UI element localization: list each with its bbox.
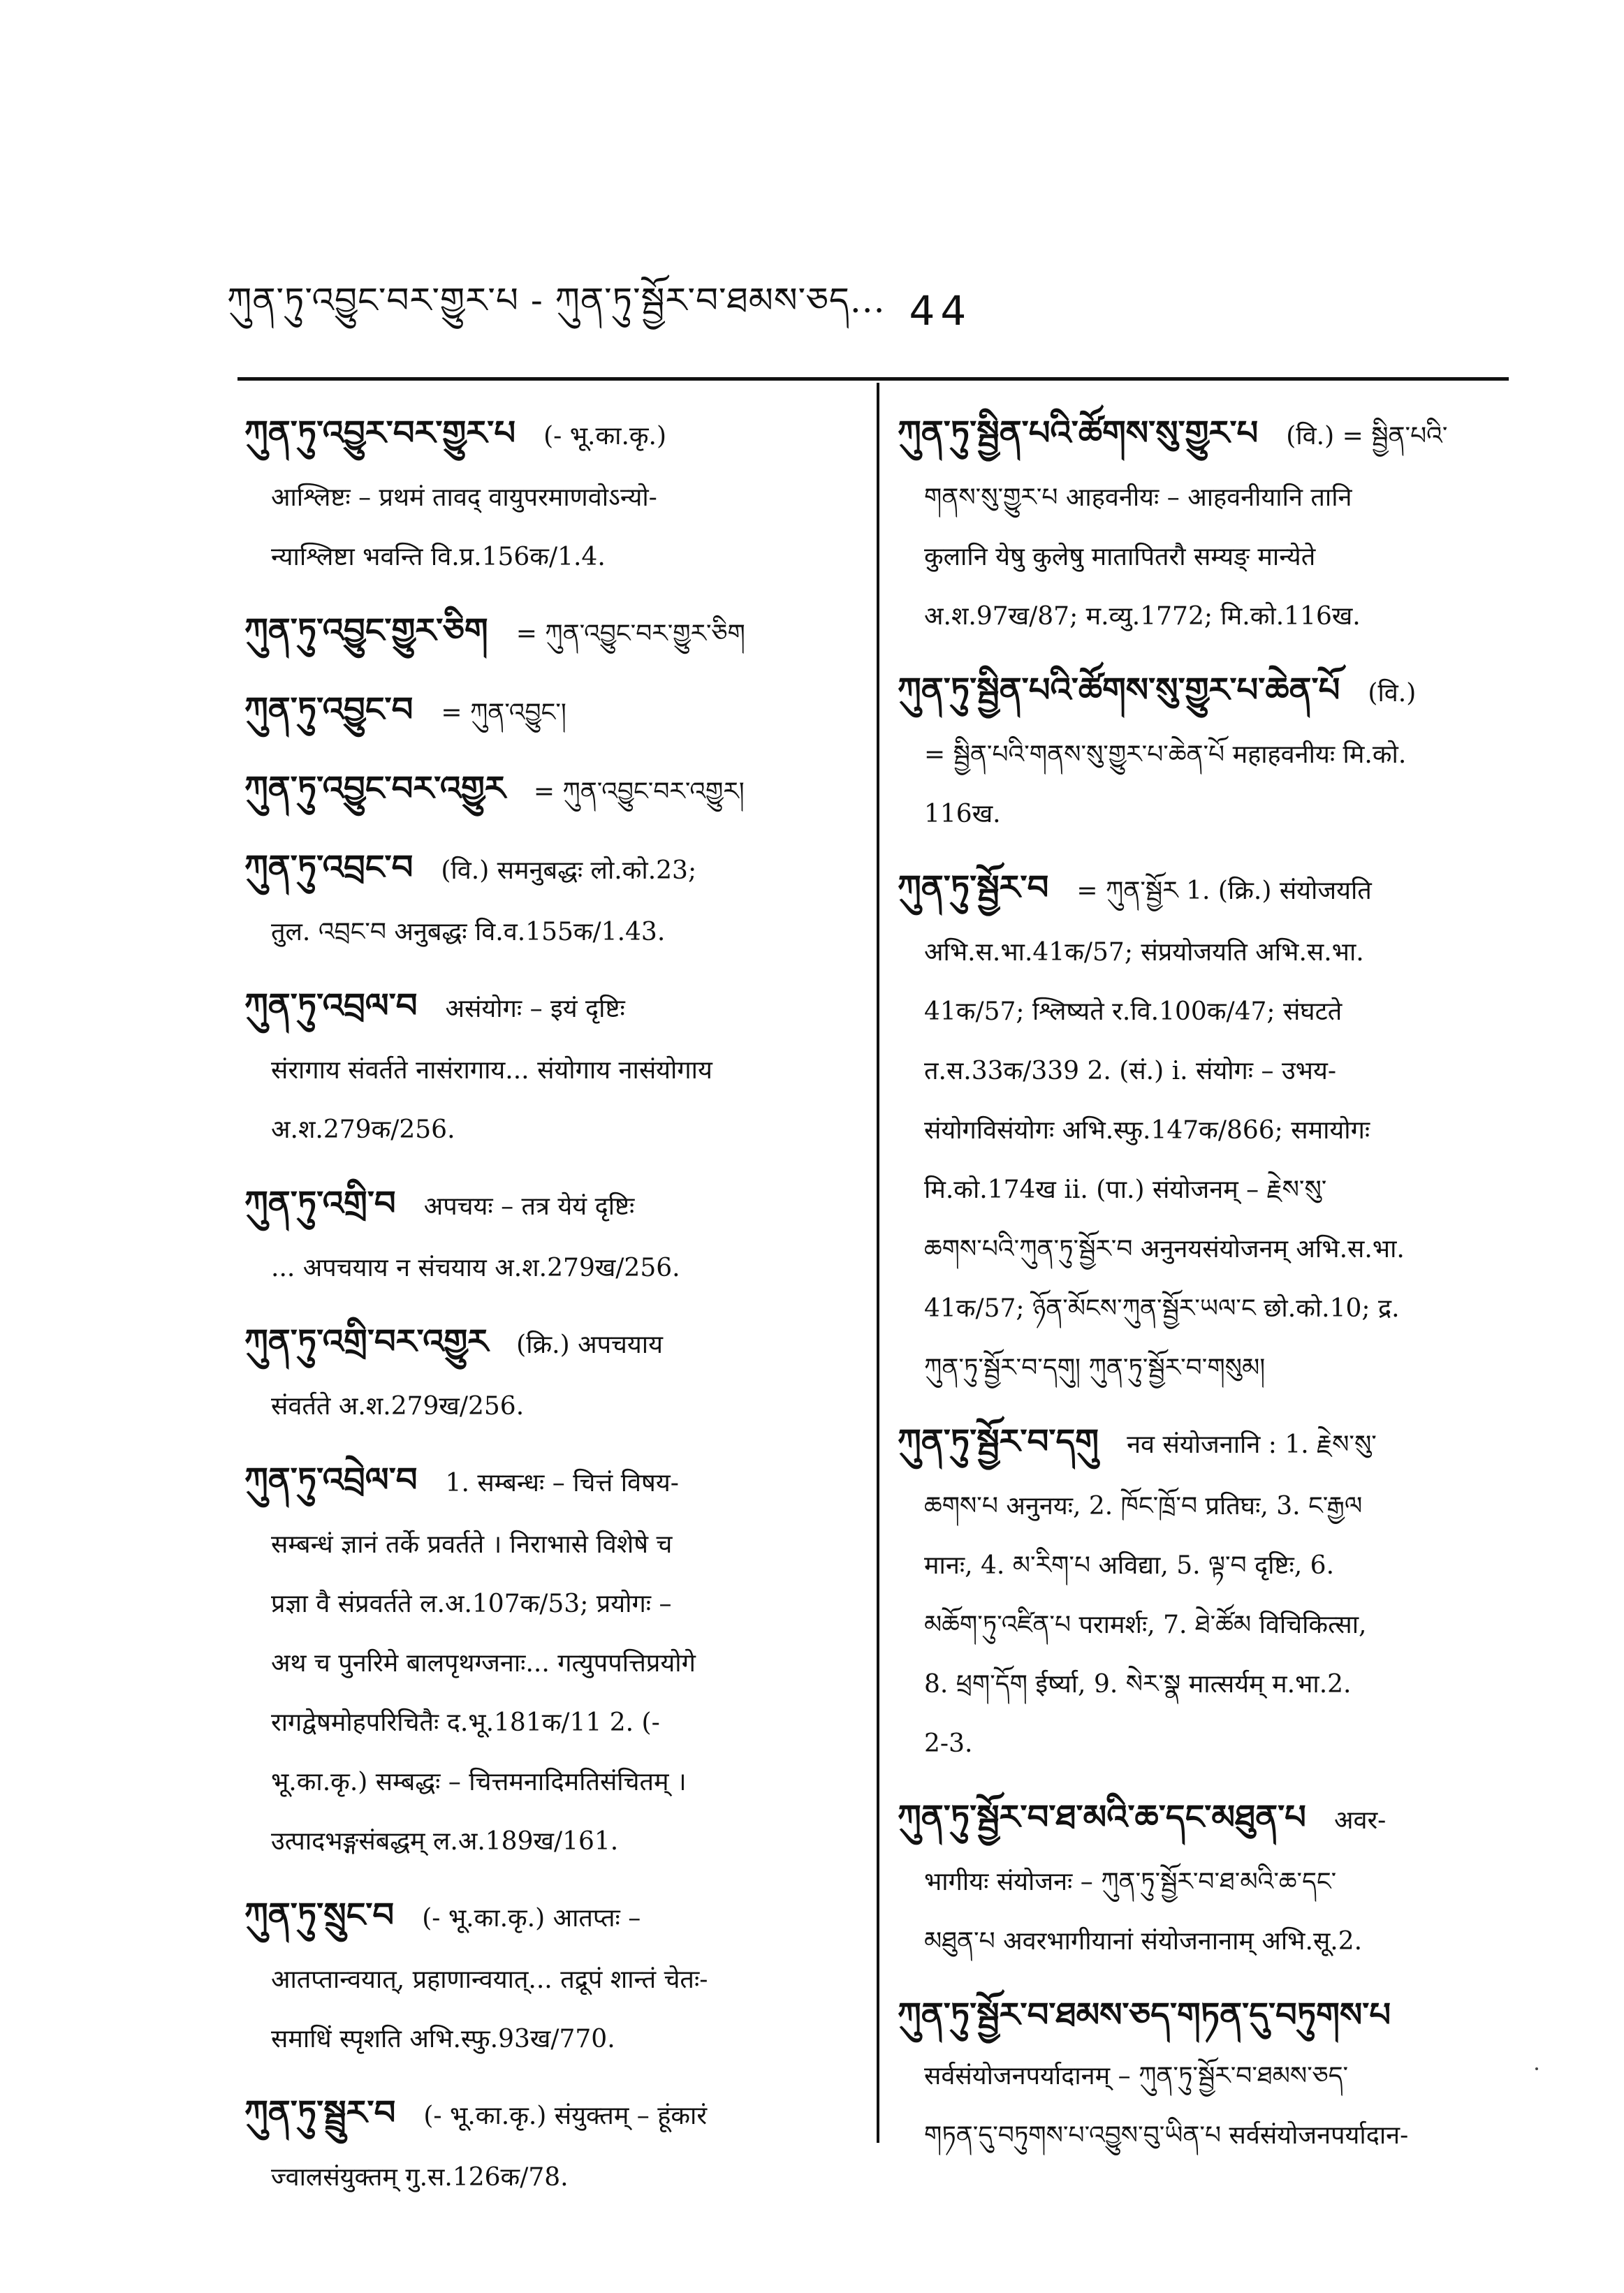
dictionary-entry [244,836,852,962]
entry-grammar: (क्रि.) अपचयाय [516,1331,664,1359]
entry-headline [244,836,852,902]
entry-headword: ཀུན་ཏུ་འགྲི་བར་འགྱུར [244,1322,489,1361]
entry-line: सम्बन्धं ज्ञानं तर्के प्रवर्तते । निराभासे विशेषे च [271,1530,673,1559]
entry-headline [244,1172,852,1238]
entry-line: भू.का.कृ.) सम्बद्धः – चित्तमनादिमतिसंचितम् । [271,1768,687,1796]
entry-line: मानः, 4. མ་རིག་པ अविद्या, 5. ལྟ་བ दृष्टिः, 6. [924,1551,1335,1580]
entry-headword: ཀུན་ཏུ་སྦྱོར་བ་ཐ་མའི་ཆ་དང་མཐུན་པ [898,1798,1306,1837]
dictionary-entry [244,1449,852,1871]
entry-headword: ཀུན་ཏུ་འབྱུང་གྱུར་ཅིག [244,611,488,650]
entry-grammar: (वि.) समनुबद्धः लो.को.23; [441,856,697,885]
entry-line: ཀུན་ཏུ་སྦྱོར་བ་དགུ། ཀུན་ཏུ་སྦྱོར་བ་གསུམ། [924,1354,1266,1382]
running-head-text: ཀུན་ཏུ་འབྱུང་བར་གྱུར་པ - ཀུན་ཏུ་སྦྱོར་བ་ཐམས་ཅད... [227,280,886,321]
dictionary-entry [244,974,852,1159]
entry-line: ज्वालसंयुक्तम् गु.स.126क/78. [271,2163,569,2192]
page-number: 44 [909,287,972,335]
entry-headline [244,1449,852,1515]
entry-line: མཆོག་ཏུ་འཛིན་པ परामर्शः, 7. ཐེ་ཚོམ विचिकित्सा, [924,1611,1367,1639]
entry-grammar: अपचयः – तत्र येयं दृष्टिः [423,1192,635,1221]
entry-headline [898,1410,1512,1477]
entry-headword: ཀུན་ཏུ་སྦྲུར་བ [244,2093,396,2132]
dictionary-entry [244,2081,852,2207]
entry-line: उत्पादभङ्गसंबद्धम् ल.अ.189ख/161. [271,1827,619,1856]
entry-headline [244,402,852,468]
entry-headline [898,1984,1512,2046]
entry-headword: ཀུན་ཏུ་འགྲི་བ [244,1184,396,1223]
entry-line: तुल. འབྲང་བ अनुबद्धः वि.व.155क/1.43. [271,918,666,946]
entry-line: मि.को.174ख ii. (पा.) संयोजनम् – རྗེས་སུ་ [924,1175,1327,1204]
entry-grammar: अवर- [1333,1806,1387,1835]
dictionary-entry [898,659,1512,844]
dictionary-entry [244,402,852,587]
entry-line: प्रज्ञा वै संप्रवर्तते ल.अ.107क/53; प्रयोगः – [271,1590,672,1618]
column-divider [877,383,879,2143]
entry-grammar: 1. सम्बन्धः – चित्तं विषय- [445,1469,679,1497]
entry-line: आतप्तान्वयात्, प्रहाणान्वयात्... तद्रूपं शान्तं चेतः- [271,1965,708,1994]
entry-headword: ཀུན་ཏུ་སྲུང་བ [244,1896,395,1935]
entry-headword: ཀུན་ཏུ་འབྱུར་བར་གྱུར་པ [244,413,516,453]
entry-grammar: (वि.) [1368,679,1417,708]
entry-line: 2-3. [924,1729,973,1758]
page-speck [1535,2067,1538,2070]
dictionary-entry [244,678,852,745]
entry-headline [244,1884,852,1950]
entry-line: संरागाय संवर्तते नासंरागाय... संयोगाय नासंयोगाय [271,1056,712,1085]
dictionary-entry [898,856,1512,1398]
entry-line: अ.श.97ख/87; म.व्यु.1772; मि.को.116ख. [924,602,1361,631]
dictionary-entry [898,1410,1512,1773]
dictionary-entry [898,1786,1512,1971]
entry-headword: ཀུན་ཏུ་སྦྱོར་བ་དགུ [898,1422,1099,1461]
header-rule [237,377,1509,381]
entry-line: संयोगविसंयोगः अभि.स्फु.147क/866; समायोगः [924,1116,1370,1145]
entry-line: 116ख. [924,800,1001,828]
entry-grammar: (- भू.का.कृ.) आतप्तः – [422,1904,641,1933]
entry-headword: ཀུན་ཏུ་འབྲལ་བ [244,986,418,1025]
entry-line: आश्लिष्टः – प्रथमं तावद् वायुपरमाणवोऽन्यो- [271,483,657,512]
entry-line: = སྦྱིན་པའི་གནས་སུ་གྱུར་པ་ཆེན་པོ महाहवनीयः मि.को. [924,740,1407,769]
entry-headline [244,1310,852,1377]
entry-headword: ཀུན་ཏུ་སྦྱིན་པའི་ཚོགས་སུ་གྱུར་པ་ཆེན་པོ [898,671,1340,710]
entry-headword: ཀུན་ཏུ་འབྲེལ་བ [244,1460,418,1500]
entry-headword: ཀུན་ཏུ་སྦྱིན་པའི་ཚོགས་སུ་གྱུར་པ [898,413,1259,453]
entry-grammar: (- भू.का.कृ.) [543,422,667,450]
dictionary-entry [244,1172,852,1298]
entry-grammar: नव संयोजनानि : 1. རྗེས་སུ་ [1127,1430,1377,1459]
entry-line: न्याश्लिष्टा भवन्ति वि.प्र.156क/1.4. [271,543,606,571]
entry-line: ... अपचयाय न संचयाय अ.श.279ख/256. [271,1254,680,1282]
entry-line: अभि.स.भा.41क/57; संप्रयोजयति अभि.स.भा. [924,938,1364,967]
entry-headword: ཀུན་ཏུ་འབྱུང་བ [244,690,414,729]
dictionary-entry [898,1984,1512,2165]
dictionary-entry [244,757,852,823]
entry-grammar: = ཀུན་འབྱུང་བར་འགྱུར། [533,777,745,806]
entry-headline [898,659,1512,725]
entry-line: सर्वसंयोजनपर्यादानम् – ཀུན་ཏུ་སྦྱོར་བ་ཐམས་ཅད་ [924,2062,1349,2090]
entry-line: ཆགས་པ अनुनयः, 2. ཁོང་ཁྲོ་བ प्रतिघः, 3. ང་རྒྱལ [924,1492,1363,1521]
left-column [244,402,852,2220]
entry-line: 41क/57; श्लिष्यते र.वि.100क/47; संघटते [924,997,1343,1026]
dictionary-entry [244,1884,852,2069]
entry-headword: ཀུན་ཏུ་འབྲང་བ [244,848,414,887]
entry-headline [898,1786,1512,1852]
dictionary-entry [898,402,1512,646]
entry-line: अ.श.279क/256. [271,1115,455,1144]
entry-headline [898,856,1512,923]
entry-headline [244,2081,852,2148]
entry-headword: ཀུན་ཏུ་སྦྱོར་བ [898,868,1049,907]
entry-headline [244,974,852,1041]
entry-line: भागीयः संयोजनः – ཀུན་ཏུ་སྦྱོར་བ་ཐ་མའི་ཆ་དང་ [924,1868,1337,1896]
entry-line: ཆགས་པའི་ཀུན་ཏུ་སྦྱོར་བ अनुनयसंयोजनम् अभि.स.भा. [924,1235,1405,1263]
entry-grammar: (वि.) = སྦྱིན་པའི་ [1286,422,1448,450]
entry-grammar: असंयोगः – इयं दृष्टिः [445,995,625,1023]
entry-line: समाधिं स्पृशति अभि.स्फु.93ख/770. [271,2025,615,2053]
entry-headline [244,678,852,745]
running-head [227,279,1484,342]
dictionary-entry [244,1310,852,1436]
entry-line: संवर्तते अ.श.279ख/256. [271,1392,525,1421]
entry-line: 8. ཕྲག་དོག ईर्ष्या, 9. སེར་སྣ मात्सर्यम् म.भा.2. [924,1670,1352,1699]
entry-line: अथ च पुनरिमे बालपृथग्जनाः... गत्युपपत्तिप्रयोगे [271,1649,696,1678]
entry-line: त.स.33क/339 2. (सं.) i. संयोगः – उभय- [924,1057,1337,1085]
entry-headword: ཀུན་ཏུ་སྦྱོར་བ་ཐམས་ཅད་གཏན་དུ་བཏུགས་པ [898,1995,1391,2035]
entry-headline [898,402,1512,468]
entry-line: གཏན་དུ་བཏུགས་པ་འབྱུས་བུ་ཡིན་པ सर्वसंयोजनपर्यादान- [924,2121,1409,2150]
entry-grammar: = ཀུན་འབྱུང་། [441,698,566,727]
dictionary-entry [244,599,852,666]
entry-grammar: (- भू.का.कृ.) संयुक्तम् – हूंकारं [423,2102,708,2130]
entry-headline [244,757,852,823]
entry-line: रागद्वेषमोहपरिचितैः द.भू.181क/11 2. (- [271,1708,660,1737]
entry-line: कुलानि येषु कुलेषु मातापितरौ सम्यङ् मान्येते [924,543,1316,571]
right-column [898,402,1512,2178]
entry-grammar: = ཀུན་འབྱུང་བར་གྱུར་ཅིག [515,620,745,648]
entry-headword: ཀུན་ཏུ་འབྱུང་བར་འགྱུར [244,769,506,808]
entry-line: གནས་སུ་གྱུར་པ आहवनीयः – आहवनीयानि तानि [924,483,1352,512]
entry-grammar: = ཀུན་སྦྱོར 1. (क्रि.) संयोजयति [1076,877,1372,905]
entry-line: 41क/57; ཉོན་མོངས་ཀུན་སྦྱོར་ཡལ་ང छो.को.10; द्र. [924,1294,1400,1323]
entry-headline [244,599,852,666]
entry-line: མཐུན་པ अवरभागीयानां संयोजनानाम् अभि.सू.2. [924,1927,1363,1956]
